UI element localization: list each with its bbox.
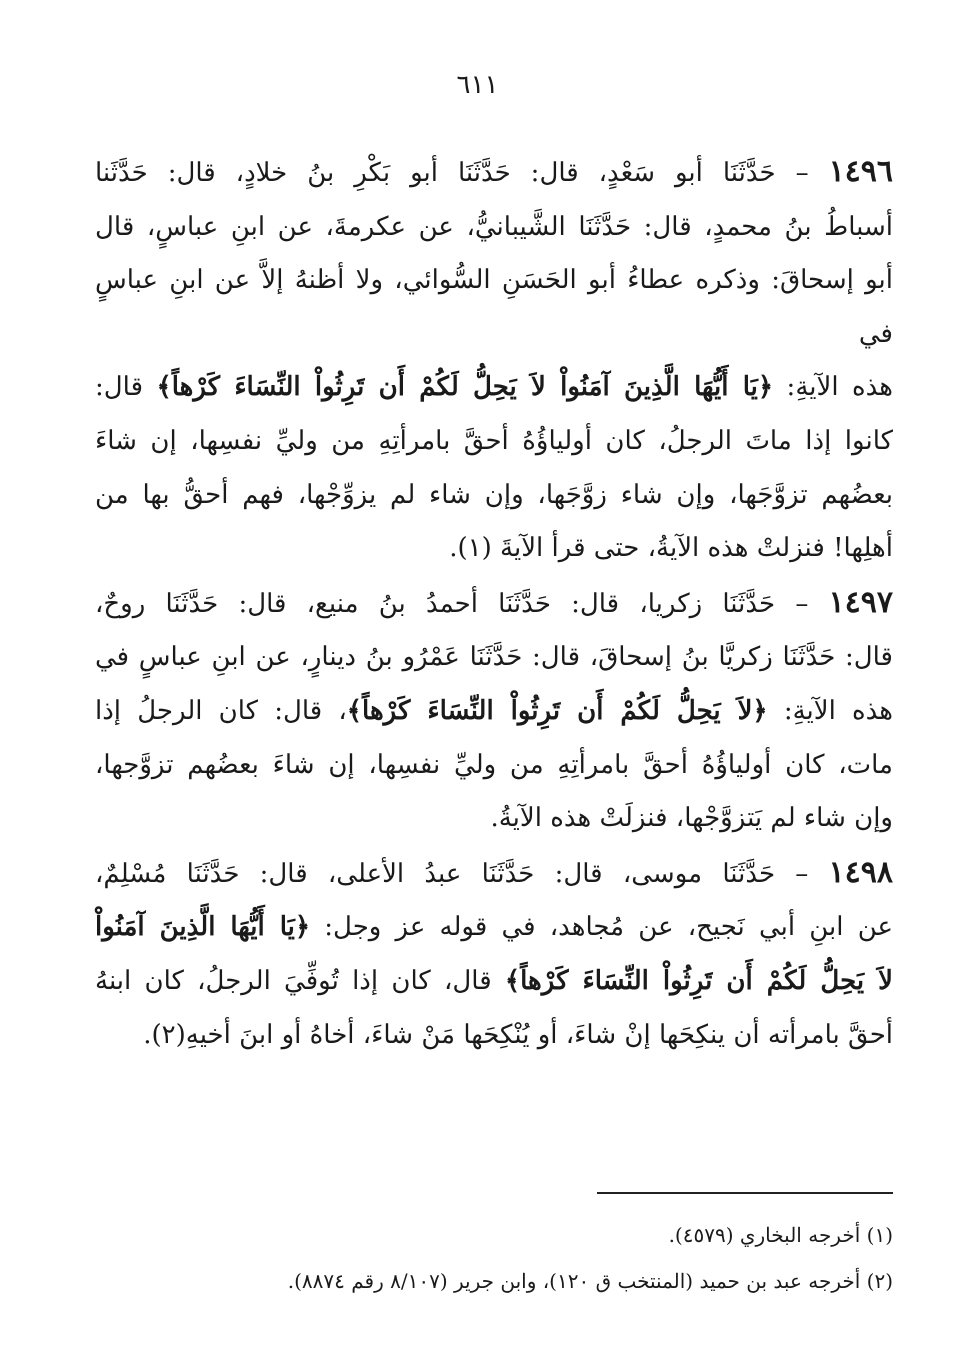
text-line: هذه الآيةِ: ﴿يَا أَيُّهَا الَّذِينَ آمَنُواْ لاَ يَحِلُّ لَكُمْ أَن تَرِثُواْ النِّسَاءَ كَرْهاً﴾ قال:: [95, 372, 893, 403]
quran-verse: ﴿يَا أَيُّهَا الَّذِينَ آمَنُواْ لاَ يَحِلُّ لَكُمْ أَن تَرِثُواْ النِّسَاءَ كَرْهاً﴾: [156, 372, 774, 403]
footnote-separator: [597, 1192, 893, 1194]
text-line: كانوا إذا ماتَ الرجلُ، كان أولياؤُهُ أحقَّ بامرأتِهِ من وليِّ نفسِها، إن شاءَ: [95, 425, 893, 456]
quran-verse: ﴿لاَ يَحِلُّ لَكُمْ أَن تَرِثُواْ النِّسَاءَ كَرْهاً﴾: [346, 695, 768, 726]
text-line: أبو إسحاقَ: وذكره عطاءُ أبو الحَسَنِ السُّوائي، ولا أظنهُ إلاَّ عن ابنِ عباسٍ في: [95, 265, 893, 349]
footnote-1: (١) أخرجه البخاري (٤٥٧٩).: [668, 1223, 893, 1247]
hadith-number: ١٤٩٧: [828, 584, 893, 620]
text-line: – حَدَّثَنَا موسى، قال: حَدَّثَنَا عبدُ الأعلى، قال: حَدَّثَنَا مُسْلِمٌ،: [95, 858, 809, 889]
hadith-paragraph-1497: [95, 576, 893, 846]
hadith-paragraph-1498: [95, 846, 893, 1062]
page-number: ٦١١: [456, 70, 499, 100]
text-line: لاَ يَحِلُّ لَكُمْ أَن تَرِثُواْ النِّسَاءَ كَرْهاً﴾ قال، كان إذا تُوفِّيَ الرجلُ، كان ابنهُ: [95, 965, 893, 996]
text-line: أهلِها! فنزلتْ هذه الآيةُ، حتى قرأ الآيةَ (١).: [449, 533, 893, 564]
hadith-number: ١٤٩٦: [828, 154, 894, 189]
hadith-number: ١٤٩٨: [828, 854, 893, 890]
quran-verse: ﴿يَا أَيُّهَا الَّذِينَ آمَنُواْ: [95, 912, 311, 943]
hadith-paragraph-1496: [95, 145, 893, 576]
text-line: مات، كان أولياؤُهُ أحقَّ بامرأتِهِ من وليِّ نفسِها، إن شاءَ بعضُهم تزوَّجها،: [95, 749, 893, 780]
text-line: أسباطُ بنُ محمدٍ، قال: حَدَّثَنَا الشَّيبانيُّ، عن عكرمةَ، عن ابنِ عباسٍ، قال: [95, 211, 893, 242]
hadith-text: [95, 145, 893, 1062]
footnote-2: (٢) أخرجه عبد بن حميد (المنتخب ق ١٢٠)، وابن جرير (٨/١٠٧ رقم ٨٨٧٤).: [287, 1269, 893, 1293]
footnotes: [95, 1212, 893, 1304]
text-line: هذه الآيةِ: ﴿لاَ يَحِلُّ لَكُمْ أَن تَرِثُواْ النِّسَاءَ كَرْهاً﴾، قال: كان الرجلُ إذا: [95, 695, 893, 726]
text-line: بعضُهم تزوَّجَها، وإن شاء زوَّجَها، وإن شاء لم يزوِّجْها، فهم أحقُّ بها من: [95, 479, 893, 510]
text-line: – حَدَّثَنَا زكريا، قال: حَدَّثَنَا أحمدُ بنُ منيع، قال: حَدَّثَنَا روحٌ،: [95, 588, 809, 619]
text-line: وإن شاء لم يَتزوَّجْها، فنزلَتْ هذه الآيةُ.: [490, 803, 893, 834]
text-line: أحقَّ بامرأته أن ينكِحَها إنْ شاءَ، أو يُنْكِحَها مَنْ شاءَ، أخاهُ أو ابنَ أخيهِ(٢).: [143, 1019, 893, 1050]
text-line: – حَدَّثَنَا أبو سَعْدٍ، قال: حَدَّثَنَا أبو بَكْرِ بنُ خلادٍ، قال: حَدَّثَنا: [95, 158, 809, 188]
text-line: عن ابنِ أبي نَجيح، عن مُجاهد، في قوله عز وجل: ﴿يَا أَيُّهَا الَّذِينَ آمَنُواْ: [95, 912, 893, 943]
quran-verse: لاَ يَحِلُّ لَكُمْ أَن تَرِثُواْ النِّسَاءَ كَرْهاً﴾: [504, 965, 893, 996]
text-line: قال: حَدَّثَنَا زكريَّا بنُ إسحاقَ، قال: حَدَّثَنَا عَمْرُو بنُ دينارٍ، عن ابنِ عباسٍ في: [95, 642, 893, 673]
